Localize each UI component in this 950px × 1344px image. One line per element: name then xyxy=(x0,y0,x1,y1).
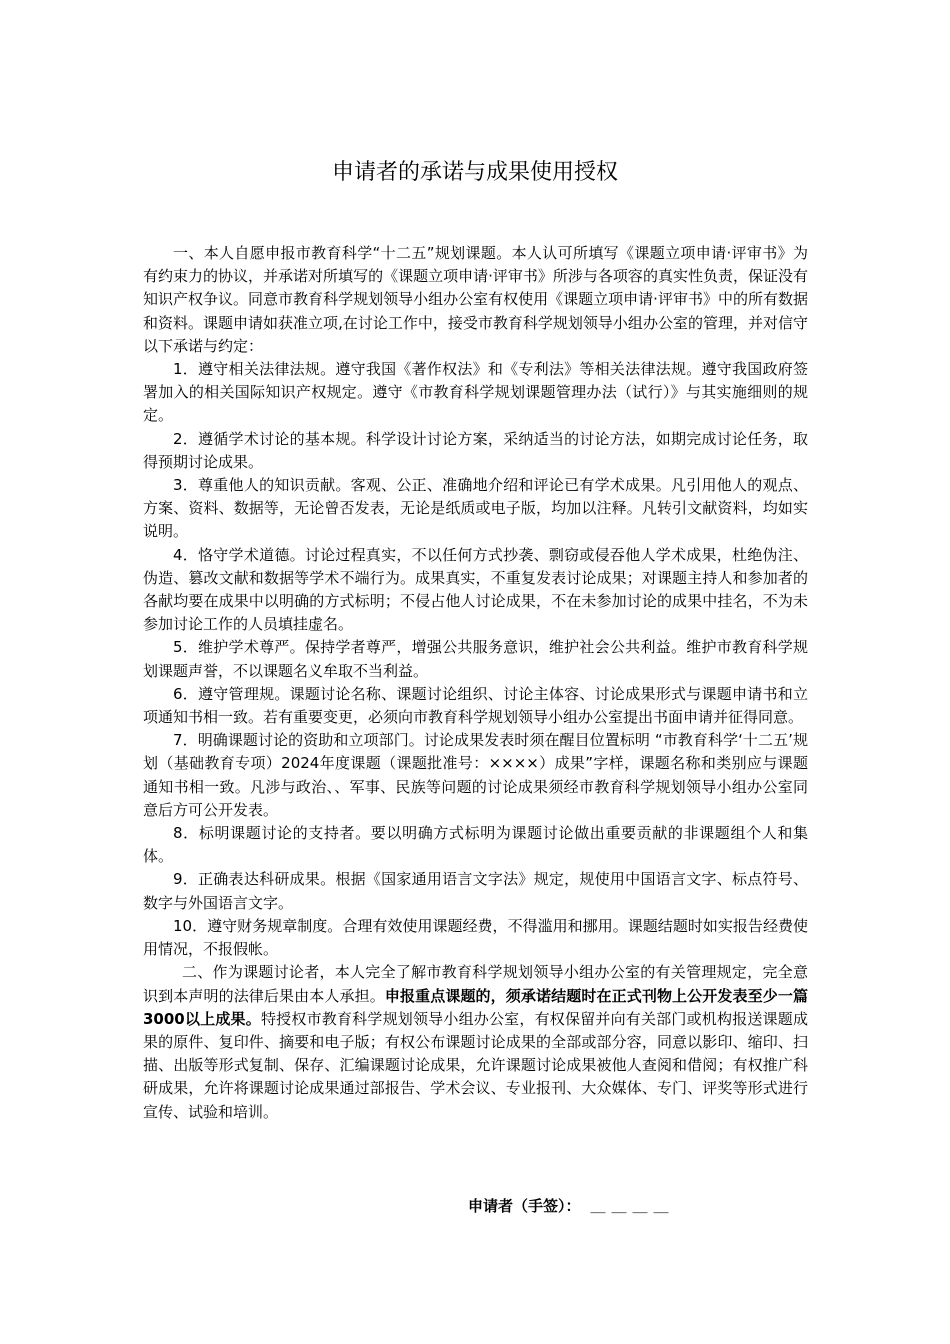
commitment-item-8: 8．标明课题讨论的支持者。要以明确方式标明为课题讨论做出重要贡献的非课题组个人和集体。 xyxy=(143,824,808,866)
page-title: 申请者的承诺与成果使用授权 xyxy=(331,160,618,185)
commitment-item-2: 2．遵循学术讨论的基本规。科学设计讨论方案，采纳适当的讨论方法，如期完成讨论任务，取得预期讨论成果。 xyxy=(143,429,808,471)
section-2-text-b: 特授权市教育科学规划领导小组办公室，有权保留并向有关部门或机构报送课题成果的原件、复印件、摘要和电子版；有权公布课题讨论成果的全部或部分容，同意以影印、缩印、扫描、出版等形式复制、保存、汇编课题讨论成果，允许课题讨论成果被他人查阅和借阅；有权推广科研成果，允许将课题讨论成果通过部报告、学术会议、专业报刊、大众媒体、专门、评奖等形式进行宣传、试验和培训。 xyxy=(143,1009,809,1121)
signature-blank: ＿＿＿＿ xyxy=(590,1197,675,1215)
section-2-text-a: 二、作为课题讨论者，本人完全了解市教育科学规划领导小组办公室的有关管理规定，完全意识到本声明的法律后果由本人承担。 xyxy=(143,963,808,1005)
section-1-intro: 一、本人自愿申报市教育科学“十二五”规划课题。本人认可所填写《课题立项申请·评审书》为有约束力的协议，并承诺对所填写的《课题立项申请·评审书》所涉与各项容的真实性负责，保证没有知识产权争议。同意市教育科学规划领导小组办公室有权使用《课题立项申请·评审书》中的所有数据和资料。课题申请如获准立项,在讨论工作中，接受市教育科学规划领导小组办公室的管理，并对信守以下承诺与约定： xyxy=(143,244,808,355)
commitment-item-6: 6．遵守管理规。课题讨论名称、课题讨论组织、讨论主体容、讨论成果形式与课题申请书和立项通知书相一致。若有重要变更，必须向市教育科学规划领导小组办公室提出书面申请并征得同意。 xyxy=(143,684,808,727)
commitment-item-4: 4．恪守学术道德。讨论过程真实，不以任何方式抄袭、剽窃或侵吞他人学术成果，杜绝伪注、伪造、篡改文献和数据等学术不端行为。成果真实，不重复发表讨论成果；对课题主持人和参加者的各献均要在成果中以明确的方式标明；不侵占他人讨论成果，不在未参加讨论的成果中挂名，不为未参加讨论工作的人员填挂虚名。 xyxy=(143,545,808,634)
signature-label: 申请者（手签）： xyxy=(468,1197,581,1215)
commitment-item-7: 7．明确课题讨论的资助和立项部门。讨论成果发表时须在醒目位置标明 “市教育科学‘十二五’规划（基础教育专项）2024年度课题（课题批准号：××××）成果”字样，课题名称和类别应与课题通知书相一致。凡涉与政治、、军事、民族等问题的讨论成果须经市教育科学规划领导小组办公室同意后方可公开发表。 xyxy=(143,731,808,819)
commitment-item-5: 5．维护学术尊严。保持学者尊严，增强公共服务意识，维护社会公共利益。维护市教育科学规划课题声誉，不以课题名义牟取不当利益。 xyxy=(143,638,808,680)
commitment-item-10: 10．遵守财务规章制度。合理有效使用课题经费，不得滥用和挪用。课题结题时如实报告经费使用情况，不报假帐。 xyxy=(143,916,808,959)
commitment-item-9: 9．正确表达科研成果。根据《国家通用语言文字法》规定，规使用中国语言文字、标点符号、数字与外国语言文字。 xyxy=(143,870,808,912)
commitment-item-3: 3．尊重他人的知识贡献。客观、公正、准确地介绍和评论已有学术成果。凡引用他人的观点、方案、资料、数据等，无论曾否发表，无论是纸质或电子版，均加以注释。凡转引文献资料，均如实说明。 xyxy=(143,476,808,541)
signature-line xyxy=(468,1195,675,1218)
section-2-paragraph xyxy=(143,961,808,1123)
section-2-bold-requirement: 申报重点课题的，须承诺结题时在正式刊物上公开发表至少一篇3000以上成果。 xyxy=(143,986,808,1028)
document-body xyxy=(143,242,808,1124)
commitment-item-1: 1．遵守相关法律法规。遵守我国《著作权法》和《专利法》等相关法律法规。遵守我国政府签署加入的相关国际知识产权规定。遵守《市教育科学规划课题管理办法（试行）》与其实施细则的规定。 xyxy=(143,360,808,425)
